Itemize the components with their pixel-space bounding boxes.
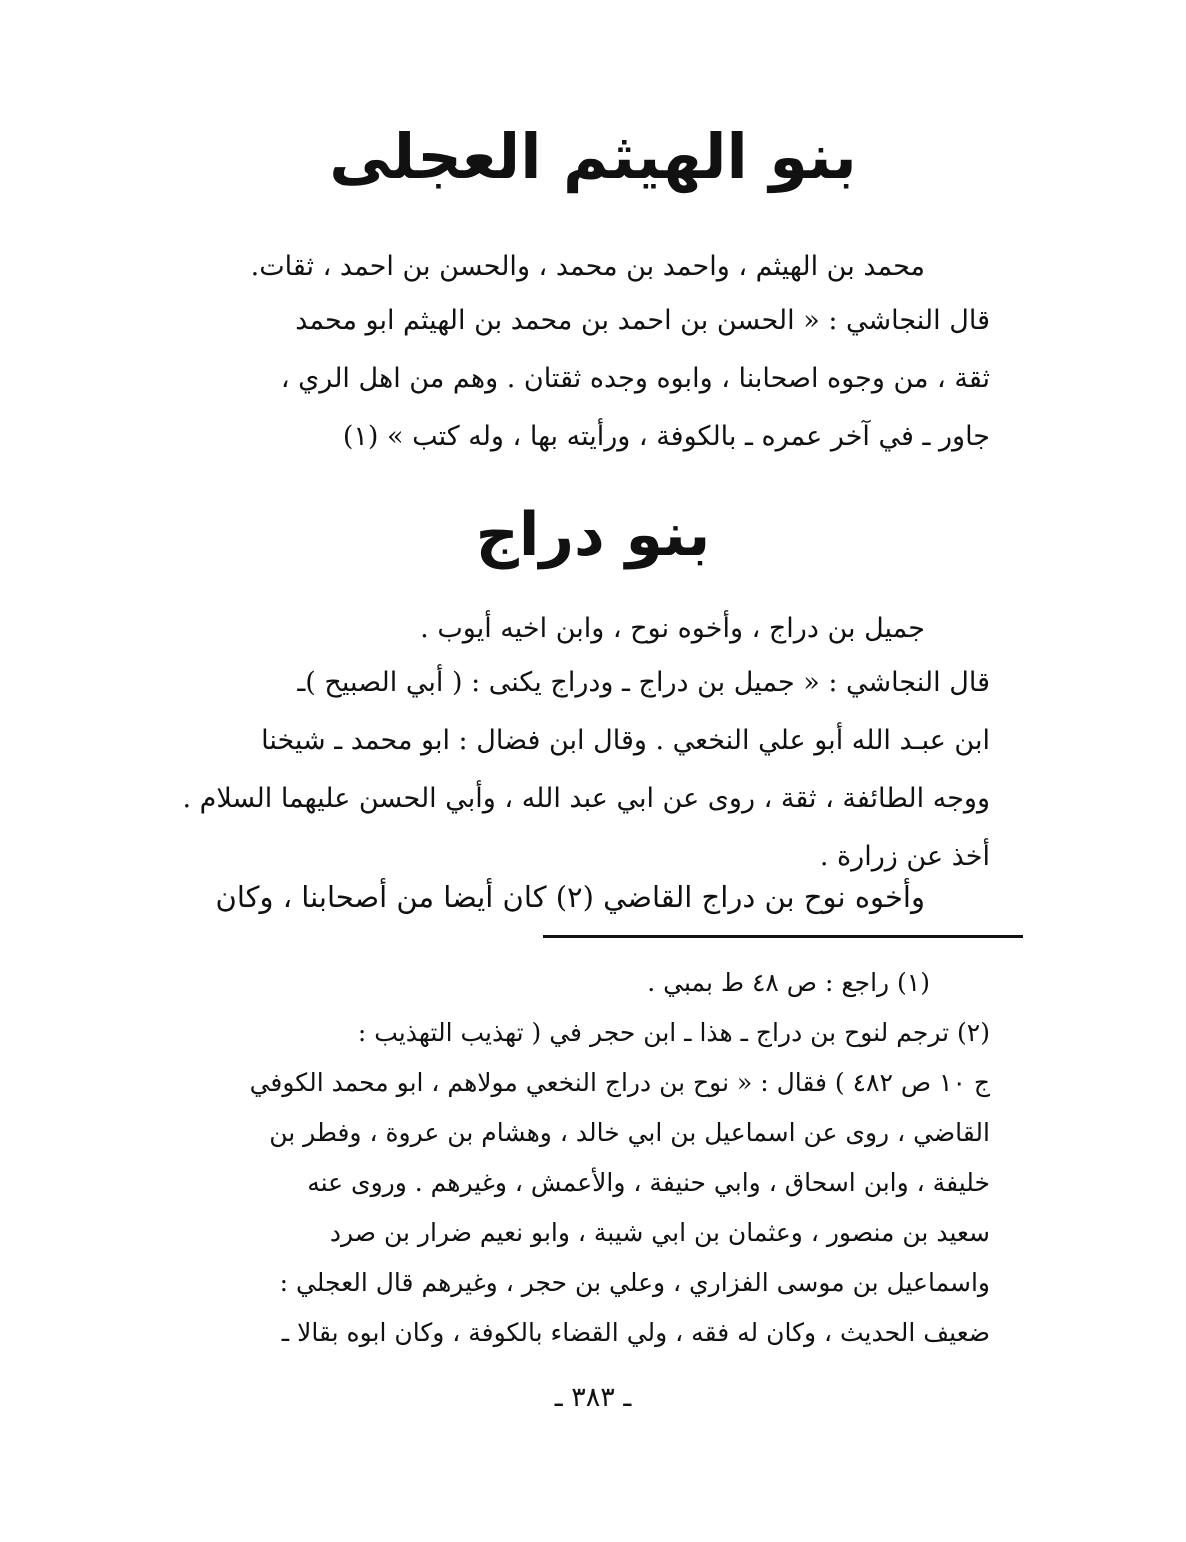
footnote-2-line-3: القاضي ، روى عن اسماعيل بن ابي خالد ، وهشام بن عروة ، وفطر بن: [269, 1118, 990, 1147]
footnote-1: [560, 958, 930, 1008]
section1-line-2: ثقة ، من وجوه اصحابنا ، وابوه وجده ثقتان . وهم من اهل الري ،: [280, 363, 990, 394]
section2-line-2: ابن عبـد الله أبو علي النخعي . وقال ابن فضال : ابو محمد ـ شيخنا: [261, 725, 990, 756]
section1-intro-line: محمد بن الهيثم ، واحمد بن محمد ، والحسن بن احمد ، ثقات.: [250, 251, 925, 282]
section1-line-1: قال النجاشي : « الحسن بن احمد بن محمد بن الهيثم ابو محمد: [295, 305, 990, 336]
section2-last-line: [165, 868, 925, 926]
footnote-1-line: (١) راجع : ص ٤٨ ط بمبي .: [647, 968, 930, 997]
section2-intro-line: جميل بن دراج ، وأخوه نوح ، وابن اخيه أيوب .: [420, 613, 925, 644]
section2-quote: [165, 654, 990, 886]
footnote-2-line-5: سعيد بن منصور ، وعثمان بن ابي شيبة ، وابو نعيم ضرار بن صرد: [329, 1218, 990, 1247]
section1-line-3: جاور ـ في آخر عمره ـ بالكوفة ، ورأيته بها ، وله كتب » (١): [342, 421, 990, 452]
section-title-bani-darraj: بنو دراج: [475, 500, 711, 570]
section1-intro: [165, 238, 925, 296]
section2-line-1: قال النجاشي : « جميل بن دراج ـ ودراج يكنى : ( أبي الصبيح )ـ: [297, 667, 990, 698]
section-title-bani-haytham: بنو الهيثم العجلى: [329, 120, 857, 193]
footnote-2-line-2: ج ١٠ ص ٤٨٢ ) فقال : « نوح بن دراج النخعي مولاهم ، ابو محمد الكوفي: [249, 1068, 990, 1097]
footnote-2-line-1: (٢) ترجم لنوح بن دراج ـ هذا ـ ابن حجر في ( تهذيب التهذيب :: [357, 1018, 990, 1047]
footnote-2-line-4: خليفة ، وابن اسحاق ، وابي حنيفة ، والأعمش ، وغيرهم . وروى عنه: [307, 1168, 990, 1197]
section2-intro: [165, 600, 925, 658]
footnote-2-line-6: واسماعيل بن موسى الفزاري ، وعلي بن حجر ، وغيرهم قال العجلي :: [279, 1268, 990, 1297]
section2-line-5: وأخوه نوح بن دراج القاضي (٢) كان أيضا من أصحابنا ، وكان: [215, 880, 925, 914]
footnote-2: [165, 1008, 990, 1358]
section2-line-4: أخذ عن زرارة .: [819, 841, 990, 872]
footnote-divider: [543, 935, 1023, 938]
section1-quote: [165, 292, 990, 466]
section2-line-3: ووجه الطائفة ، ثقة ، روى عن ابي عبد الله ، وأبي الحسن عليهما السلام .: [182, 783, 990, 814]
page-number: ـ ٣٨٣ ـ: [554, 1382, 632, 1413]
footnote-2-line-7: ضعيف الحديث ، وكان له فقه ، ولي القضاء بالكوفة ، وكان ابوه بقالا ـ: [281, 1318, 990, 1347]
